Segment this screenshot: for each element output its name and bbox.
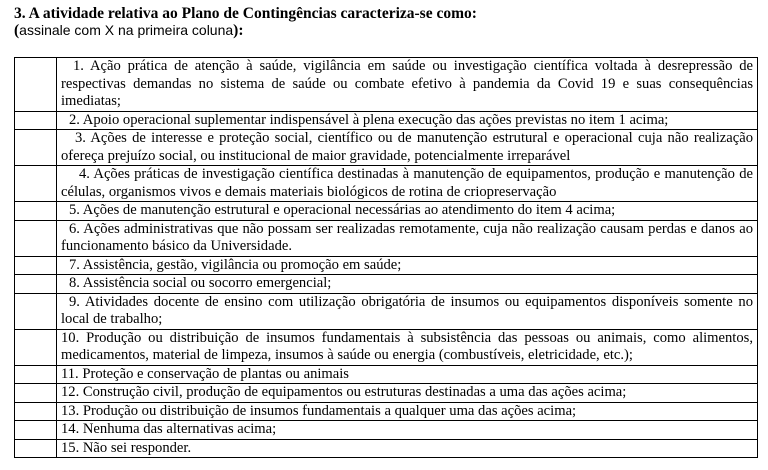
option-row-10 <box>15 329 758 365</box>
option-row-9 <box>15 293 758 329</box>
option-checkbox-cell-8[interactable] <box>15 275 57 294</box>
option-row-12 <box>15 384 758 403</box>
options-table <box>14 57 758 458</box>
option-row-13 <box>15 402 758 421</box>
option-label-2: 2. Apoio operacional suplementar indispensável à plena execução das ações previstas no item 1 acima; <box>57 111 758 130</box>
option-checkbox-cell-6[interactable] <box>15 220 57 256</box>
option-label-9: 9. Atividades docente de ensino com utilização obrigatória de insumos ou equipamentos disponíveis somente no local de trabalho; <box>57 293 758 329</box>
option-row-7 <box>15 256 758 275</box>
instruction-open-paren: ( <box>14 22 20 39</box>
option-label-10: 10. Produção ou distribuição de insumos fundamentais à subsistência das pessoas ou animais, como alimentos, medicamentos, material de limpeza, insumos à saúde ou energia (combustíveis, eletricidade, etc.); <box>57 329 758 365</box>
instruction-close-paren: ): <box>233 22 244 39</box>
option-checkbox-cell-12[interactable] <box>15 384 57 403</box>
option-checkbox-cell-2[interactable] <box>15 111 57 130</box>
option-row-11 <box>15 365 758 384</box>
option-label-15: 15. Não sei responder. <box>57 439 758 458</box>
option-label-11: 11. Proteção e conservação de plantas ou animais <box>57 365 758 384</box>
option-label-13: 13. Produção ou distribuição de insumos fundamentais a qualquer uma das ações acima; <box>57 402 758 421</box>
option-checkbox-cell-10[interactable] <box>15 329 57 365</box>
option-checkbox-cell-13[interactable] <box>15 402 57 421</box>
option-row-6 <box>15 220 758 256</box>
option-row-4 <box>15 166 758 202</box>
option-row-8 <box>15 275 758 294</box>
option-checkbox-cell-3[interactable] <box>15 130 57 166</box>
option-checkbox-cell-4[interactable] <box>15 166 57 202</box>
option-label-14: 14. Nenhuma das alternativas acima; <box>57 421 758 440</box>
option-row-2 <box>15 111 758 130</box>
option-label-12: 12. Construção civil, produção de equipamentos ou estruturas destinadas a uma das ações acima; <box>57 384 758 403</box>
option-checkbox-cell-11[interactable] <box>15 365 57 384</box>
option-row-1 <box>15 58 758 112</box>
option-row-3 <box>15 130 758 166</box>
option-label-4: 4. Ações práticas de investigação científica destinadas à manutenção de equipamentos, produção e manutenção de células, organismos vivos e demais materiais biológicos de rotina de criopreservação <box>57 166 758 202</box>
option-label-8: 8. Assistência social ou socorro emergencial; <box>57 275 758 294</box>
question-instruction <box>14 21 244 40</box>
option-label-3: 3. Ações de interesse e proteção social, científico ou de manutenção estrutural e operacional cuja não realização ofereça prejuízo social, ou institucional de maior gravidade, potencialmente irreparável <box>57 130 758 166</box>
option-checkbox-cell-9[interactable] <box>15 293 57 329</box>
option-checkbox-cell-15[interactable] <box>15 439 57 458</box>
option-row-5 <box>15 202 758 221</box>
option-checkbox-cell-5[interactable] <box>15 202 57 221</box>
option-row-15 <box>15 439 758 458</box>
option-label-1: 1. Ação prática de atenção à saúde, vigilância em saúde ou investigação científica voltada à desrepressão de respectivas demandas no sistema de saúde ou combate efetivo à pandemia da Covid 19 e suas consequências imediatas; <box>57 58 758 112</box>
option-checkbox-cell-14[interactable] <box>15 421 57 440</box>
option-label-6: 6. Ações administrativas que não possam ser realizadas remotamente, cuja não realização causam perdas e danos ao funcionamento básico da Universidade. <box>57 220 758 256</box>
question-title: 3. A atividade relativa ao Plano de Contingências caracteriza-se como: <box>14 5 477 22</box>
option-checkbox-cell-7[interactable] <box>15 256 57 275</box>
instruction-text: assinale com X na primeira coluna <box>19 22 234 38</box>
option-label-7: 7. Assistência, gestão, vigilância ou promoção em saúde; <box>57 256 758 275</box>
option-checkbox-cell-1[interactable] <box>15 58 57 112</box>
option-row-14 <box>15 421 758 440</box>
option-label-5: 5. Ações de manutenção estrutural e operacional necessárias ao atendimento do item 4 acima; <box>57 202 758 221</box>
